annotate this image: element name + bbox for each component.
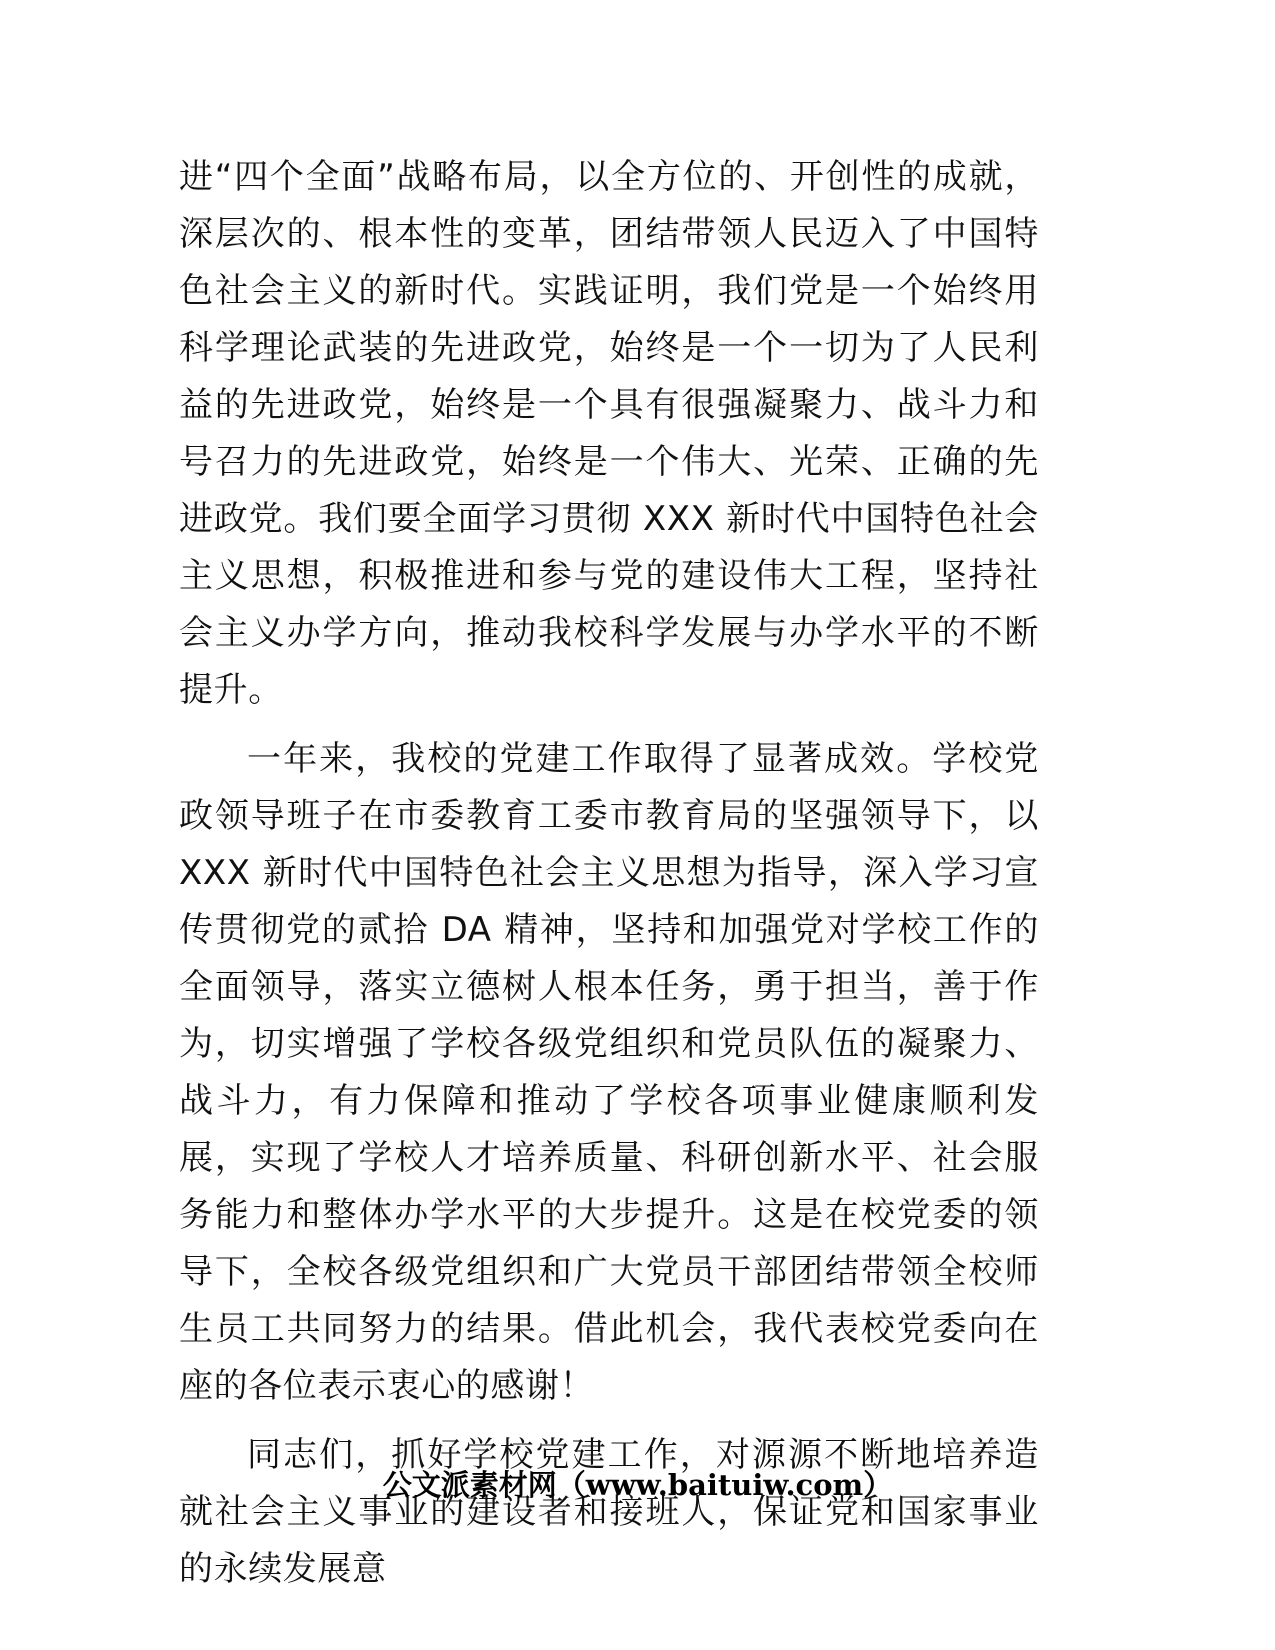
paragraph-3: 同志们，抓好学校党建工作，对源源不断地培养造就社会主义事业的建设者和接班人，保证党和国家事业的永续发展意 xyxy=(179,1435,1039,1589)
page-footer: 公文派素材网（www.baituiw.com） xyxy=(382,1468,893,1502)
document-body xyxy=(179,149,1039,1610)
paragraph-1: 进“四个全面”战略布局，以全方位的、开创性的成就，深层次的、根本性的变革，团结带领人民迈入了中国特色社会主义的新时代。实践证明，我们党是一个始终用科学理论武装的先进政党，始终是一个一切为了人民利益的先进政党，始终是一个具有很强凝聚力、战斗力和号召力的先进政党，始终是一个伟大、光荣、正确的先进政党。我们要全面学习贯彻 XXX 新时代中国特色社会主义思想，积极推进和参与党的建设伟大工程，坚持社会主义办学方向，推动我校科学发展与办学水平的不断提升。 xyxy=(179,157,1039,710)
paragraph-2: 一年来，我校的党建工作取得了显著成效。学校党政领导班子在市委教育工委市教育局的坚强领导下，以 XXX 新时代中国特色社会主义思想为指导，深入学习宣传贯彻党的贰拾 DA 精神，坚持和加强党对学校工作的全面领导，落实立德树人根本任务，勇于担当，善于作为，切实增强了学校各级党组织和党员队伍的凝聚力、战斗力，有力保障和推动了学校各项事业健康顺利发展，实现了学校人才培养质量、科研创新水平、社会服务能力和整体办学水平的大步提升。这是在校党委的领导下，全校各级党组织和广大党员干部团结带领全校师生员工共同努力的结果。借此机会，我代表校党委向在座的各位表示衷心的感谢！ xyxy=(179,739,1039,1406)
